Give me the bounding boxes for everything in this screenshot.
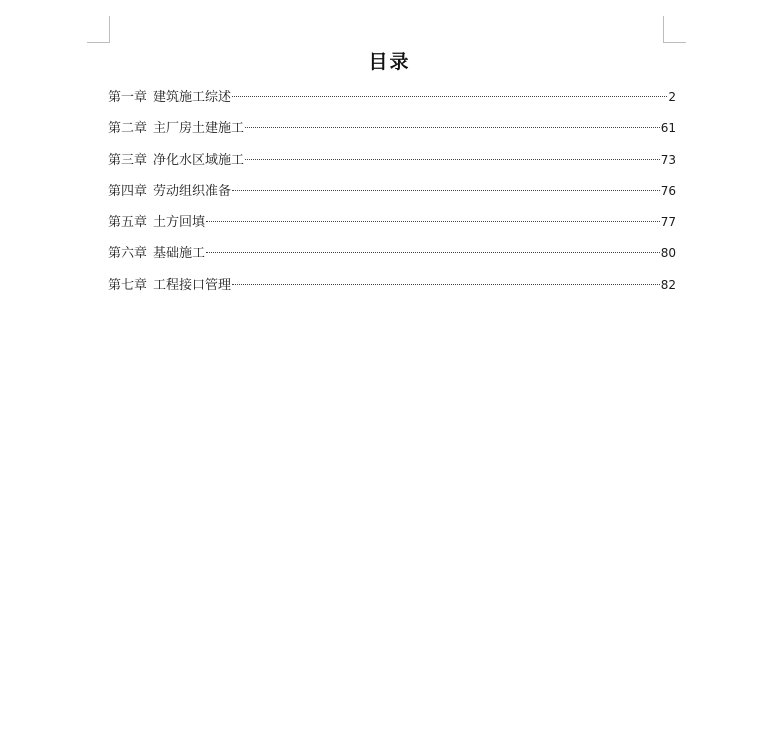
toc-chapter-title: 工程接口管理 [153, 277, 232, 293]
toc-chapter-number: 第二章 [108, 121, 148, 137]
toc-page-number: 82 [660, 277, 676, 292]
toc-dot-leader [245, 127, 660, 128]
toc-page-number: 77 [660, 215, 676, 230]
toc-entry[interactable] [108, 274, 676, 305]
toc-dot-leader [232, 190, 660, 191]
toc-dot-leader [232, 96, 667, 97]
top-right-crop-mark [663, 16, 686, 43]
toc-entry[interactable] [108, 242, 676, 273]
toc-dot-leader [206, 221, 660, 222]
toc-chapter-title: 主厂房土建施工 [153, 121, 245, 137]
toc-page-number: 76 [660, 183, 676, 198]
toc-chapter-title: 建筑施工综述 [153, 90, 232, 105]
toc-chapter-number: 第五章 [108, 215, 148, 231]
toc-dot-leader [206, 252, 660, 253]
toc-chapter-number: 第三章 [108, 152, 148, 168]
toc-title: 目录 [368, 51, 411, 73]
toc-dot-leader [245, 159, 660, 160]
toc-page-number: 73 [660, 152, 676, 167]
toc-entry[interactable] [108, 117, 676, 148]
toc-chapter-title: 净化水区域施工 [153, 152, 245, 168]
toc-dot-leader [232, 284, 660, 285]
toc-chapter-number: 第六章 [108, 246, 148, 262]
toc-entry[interactable] [108, 180, 676, 211]
top-left-crop-mark [87, 16, 110, 43]
toc-chapter-title: 土方回填 [153, 215, 206, 231]
toc-chapter-number: 第一章 [108, 90, 148, 105]
table-of-contents [108, 86, 676, 305]
toc-entry[interactable] [108, 86, 676, 117]
toc-page-number: 80 [660, 246, 676, 261]
toc-chapter-title: 劳动组织准备 [153, 183, 232, 199]
toc-entry[interactable] [108, 149, 676, 180]
toc-page-number: 2 [668, 90, 676, 104]
toc-page-number: 61 [660, 121, 676, 136]
toc-chapter-number: 第四章 [108, 183, 148, 199]
toc-entry[interactable] [108, 211, 676, 242]
toc-chapter-title: 基础施工 [153, 246, 206, 262]
toc-chapter-number: 第七章 [108, 277, 148, 293]
